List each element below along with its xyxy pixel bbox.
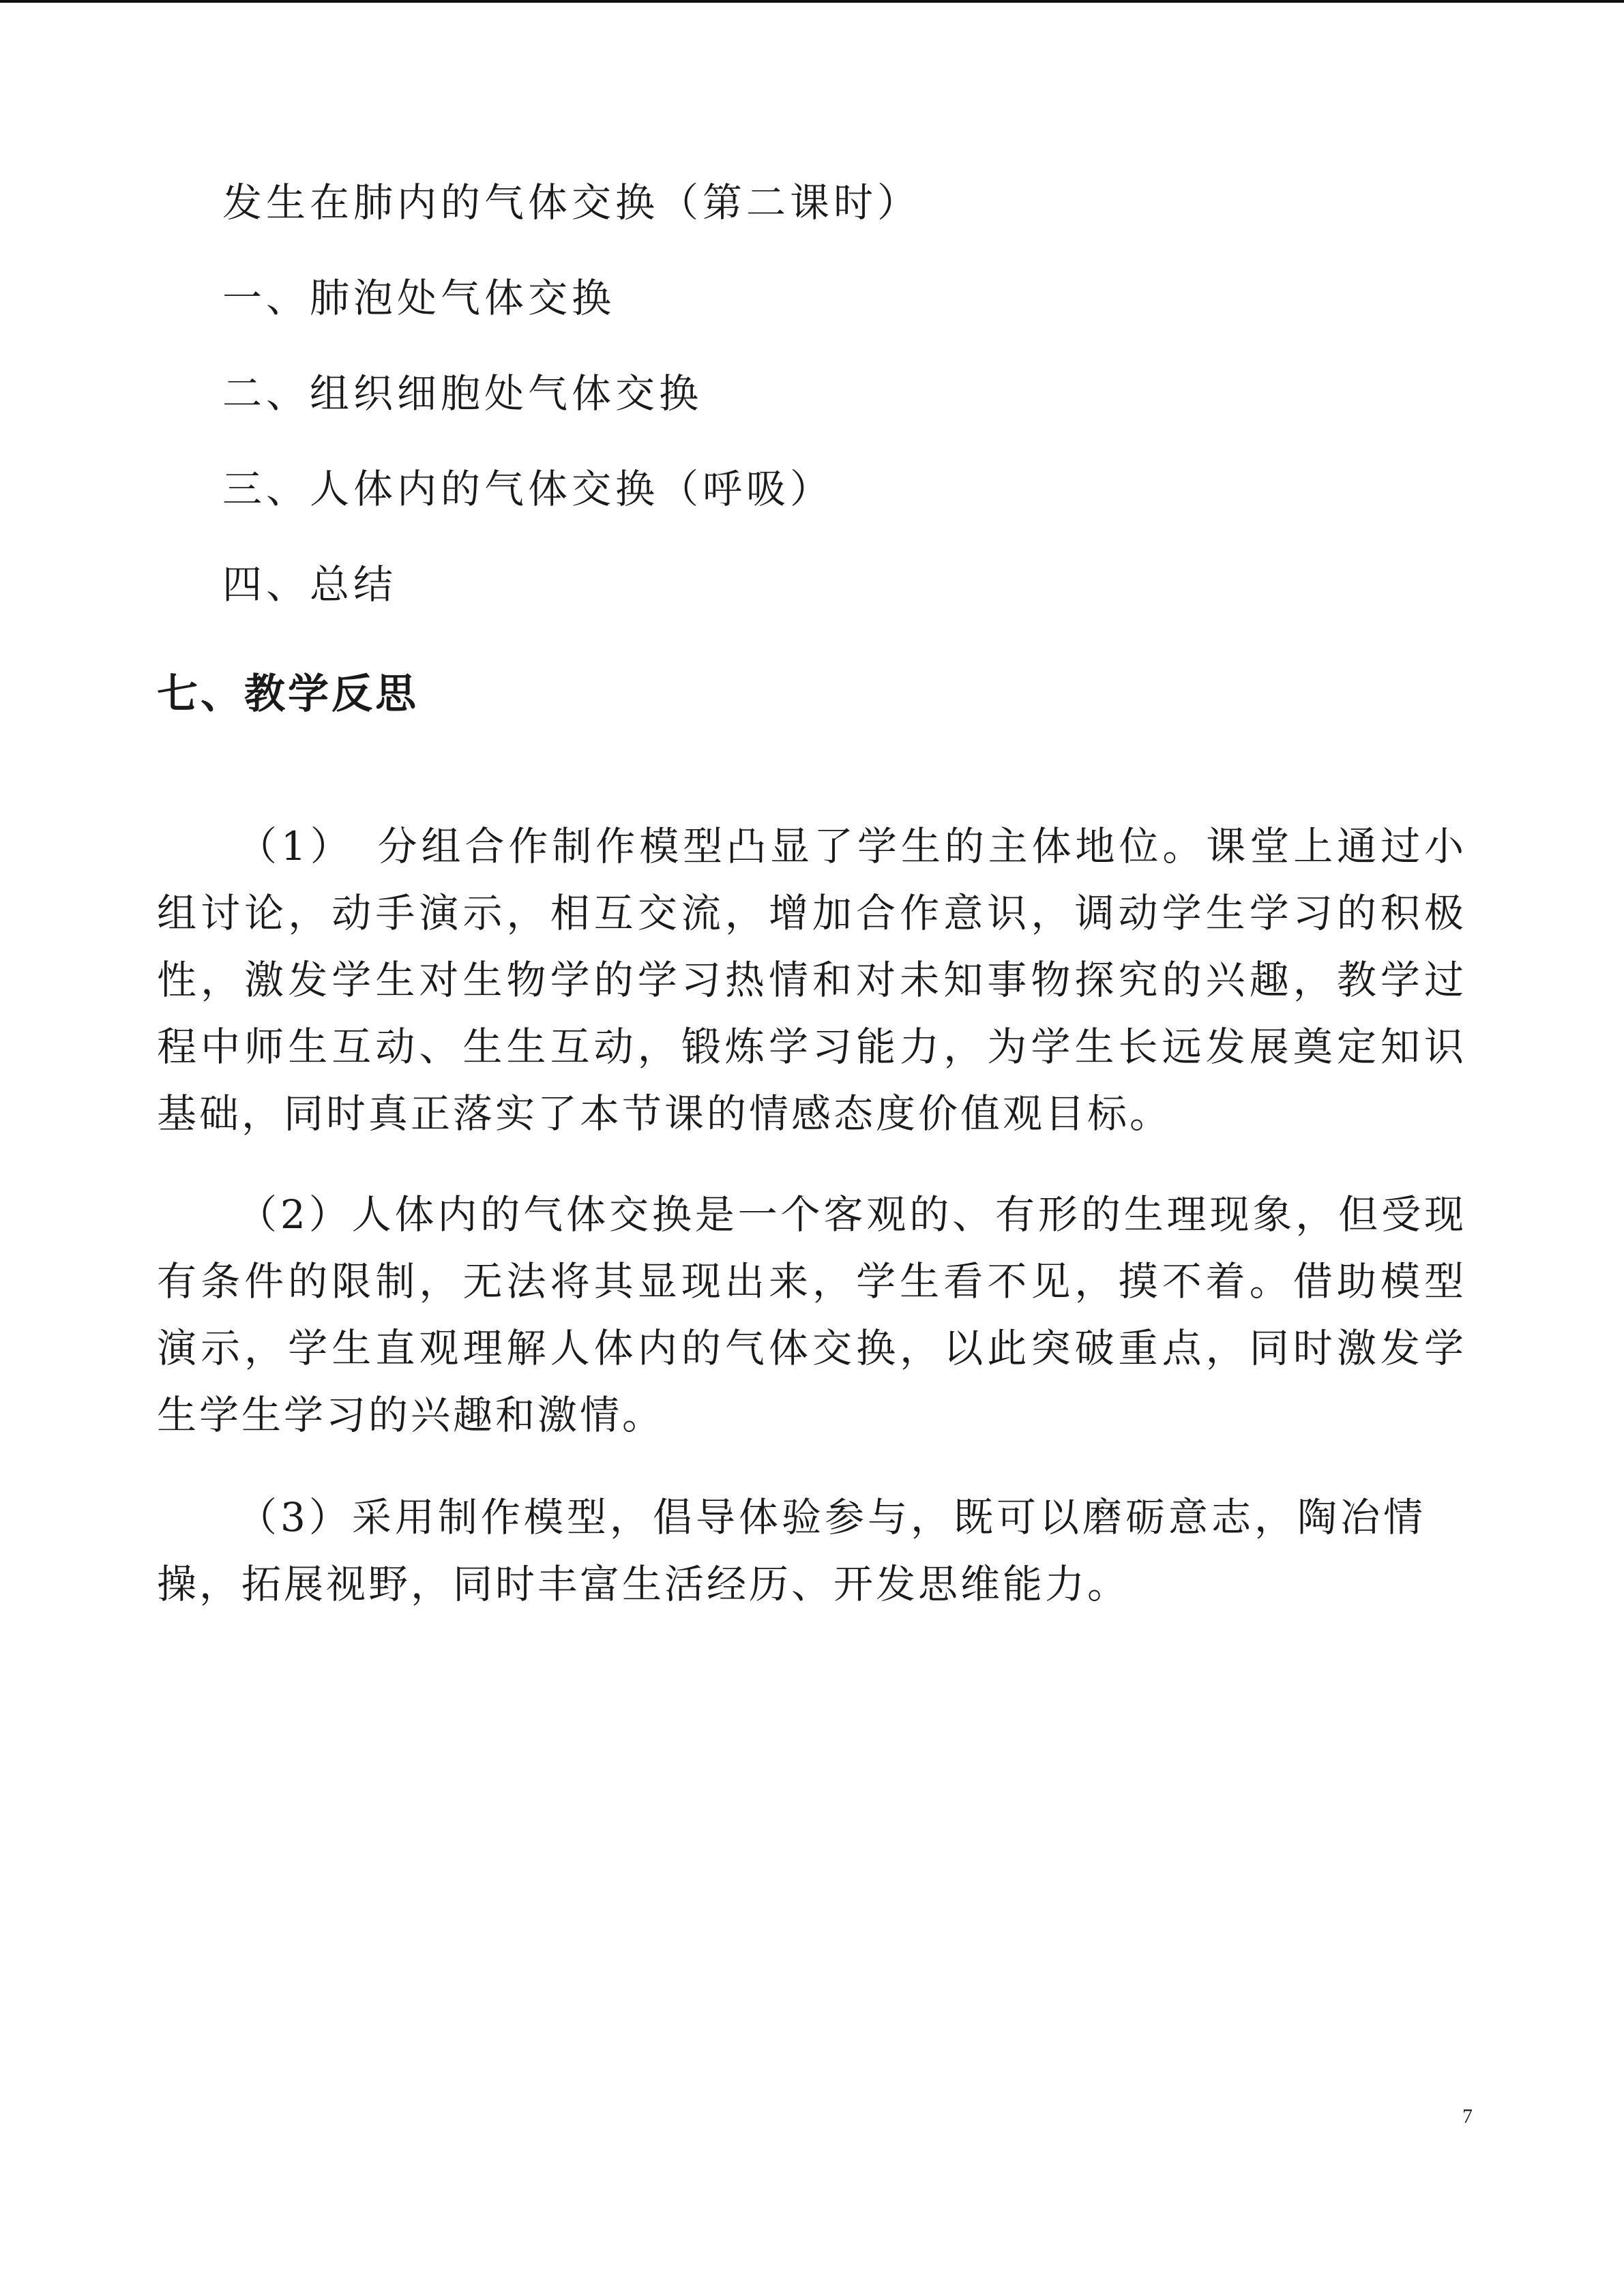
page-number: 7: [1462, 2105, 1473, 2128]
outline-item-3: 三、人体内的气体交换（呼吸）: [222, 466, 834, 512]
reflection-paragraph-3: （3）采用制作模型，倡导体验参与，既可以磨砺意志，陶冶情操，拓展视野，同时丰富生活经历、开发思维能力。: [157, 1494, 1426, 1607]
outline-item-1: 一、肺泡处气体交换: [222, 275, 616, 321]
reflection-paragraph-2: （2）人体内的气体交换是一个客观的、有形的生理现象，但受现有条件的限制，无法将其显现出来，学生看不见，摸不着。借助模型演示，学生直观理解人体内的气体交换，以此突破重点，同时激发学生学生学习的兴趣和激情。: [157, 1191, 1466, 1438]
section-heading-teaching-reflection: 七、教学反思: [157, 670, 419, 718]
outline-item-4: 四、总结: [222, 561, 398, 608]
outline-title: 发生在肺内的气体交换（第二课时）: [222, 179, 921, 226]
lesson-outline: [222, 179, 1518, 656]
reflection-paragraph-1: （1） 分组合作制作模型凸显了学生的主体地位。课堂上通过小组讨论，动手演示，相互交流，增加合作意识，调动学生学习的积极性，激发学生对生物学的学习热情和对未知事物探究的兴趣，教学过程中师生互动、生生互动，锻炼学习能力，为学生长远发展奠定知识基础，同时真正落实了本节课的情感态度价值观目标。: [157, 823, 1466, 1137]
outline-item-2: 二、组织细胞处气体交换: [222, 370, 703, 417]
top-border-line: [0, 0, 1624, 3]
